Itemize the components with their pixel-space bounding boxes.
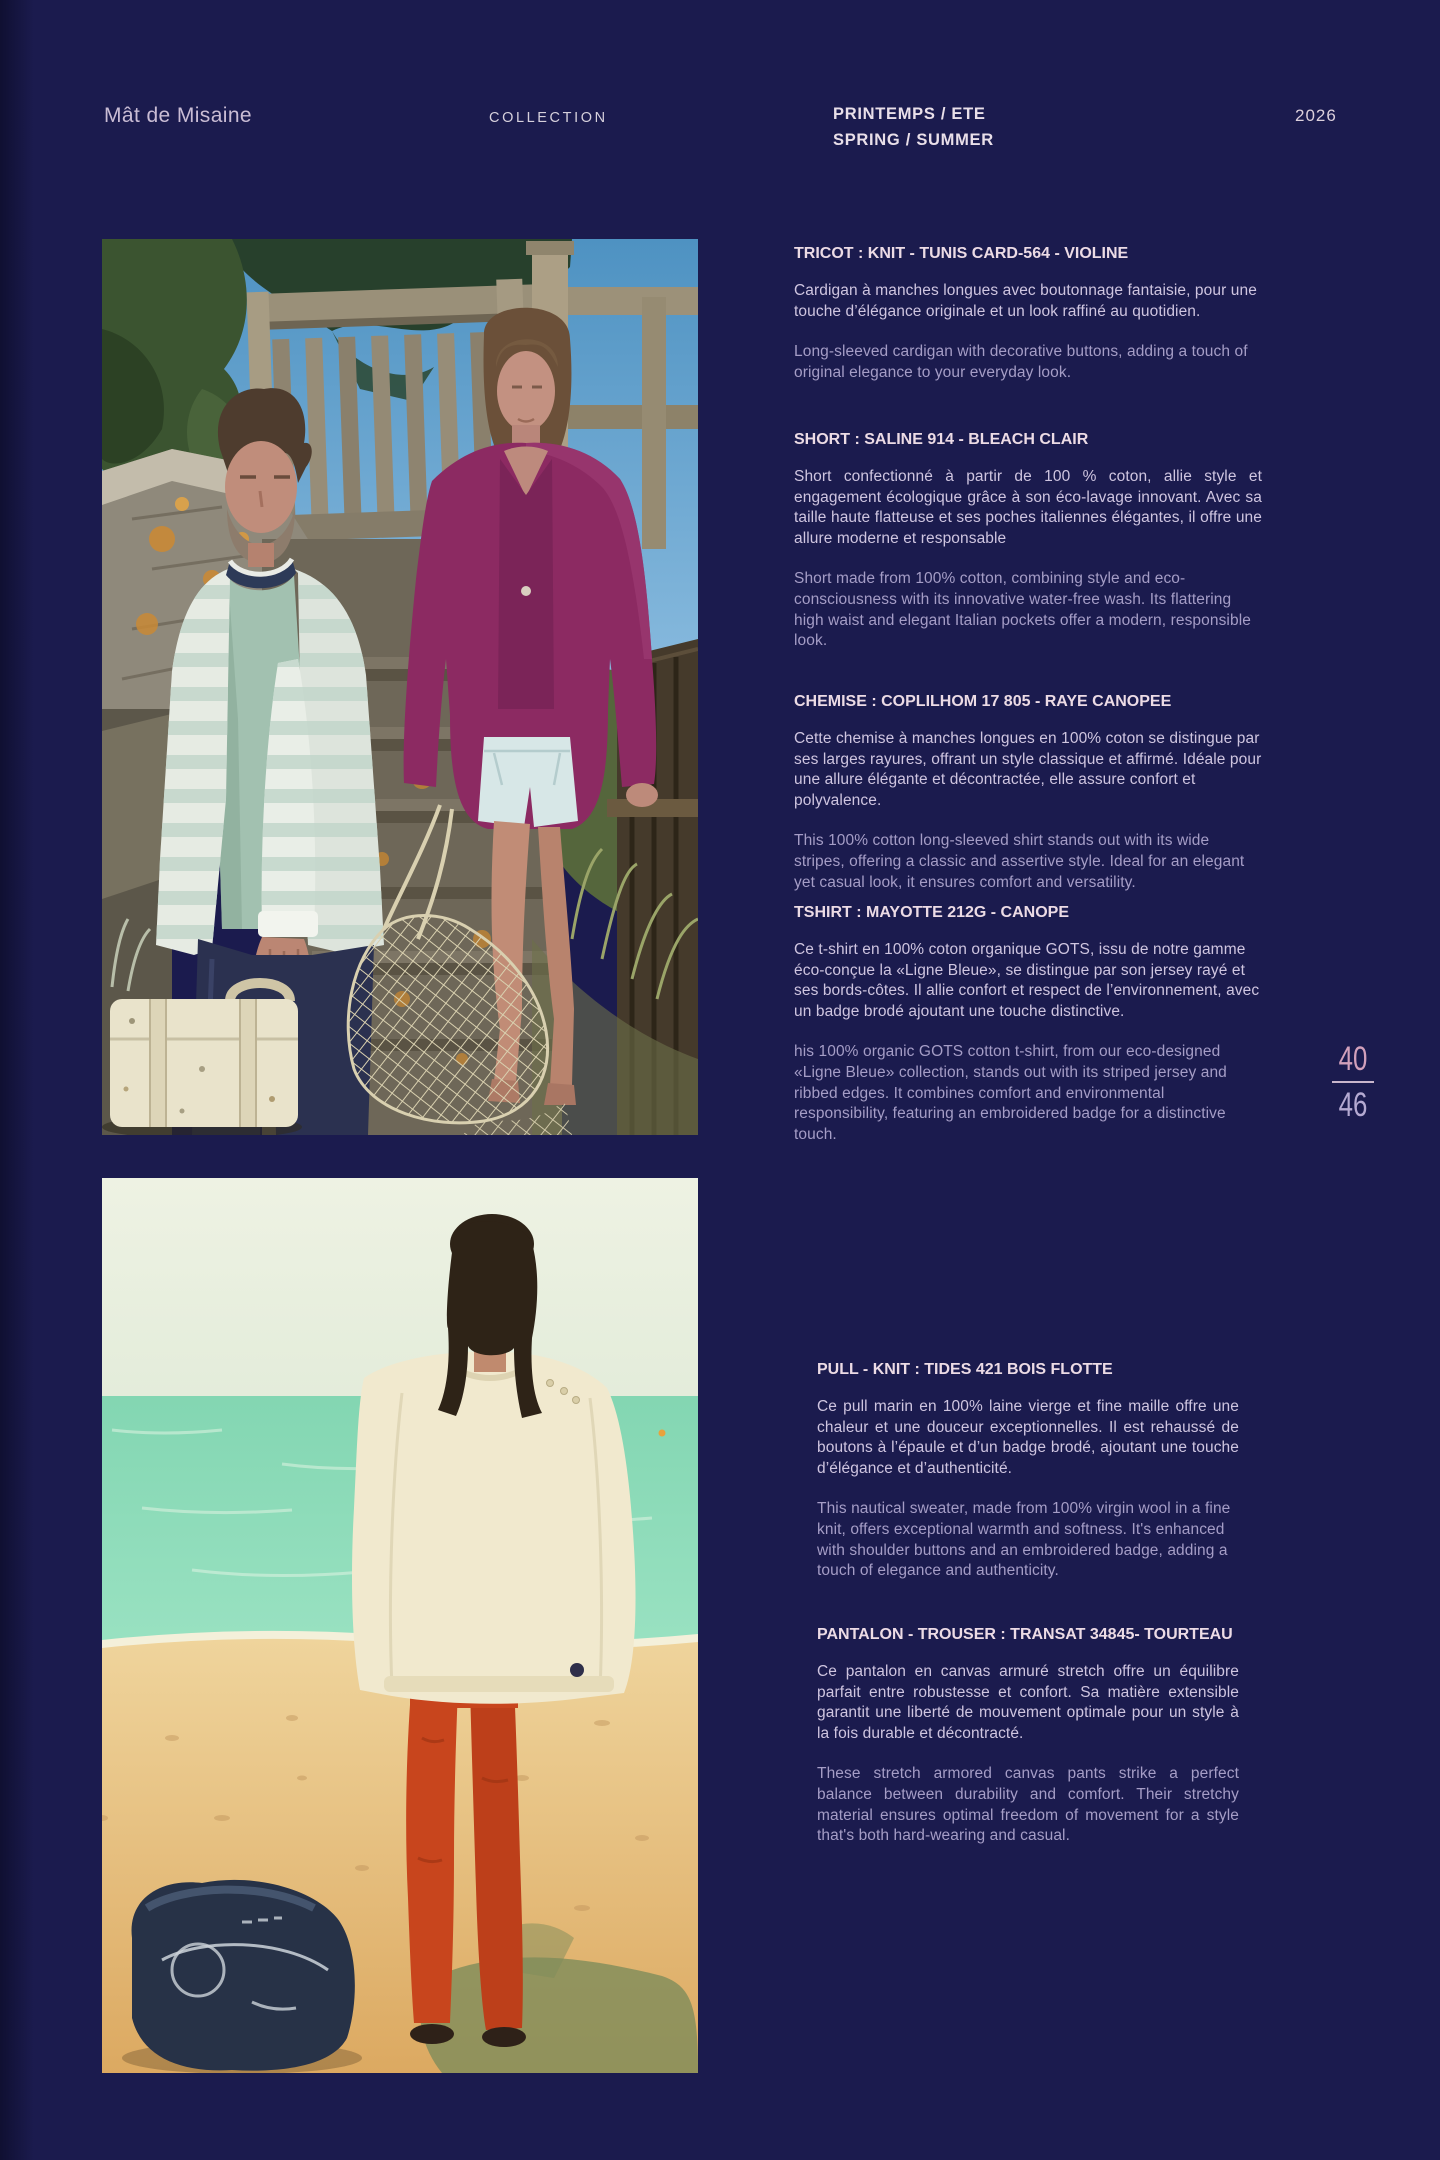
product-block-tricot [794,244,1262,403]
suitcase [102,983,302,1135]
season-fr: PRINTEMPS / ETE [833,105,986,123]
product-desc-fr: Short confectionné à partir de 100 % coton, allie style et engagement écologique grâce à son éco-lavage innovant. Avec sa taille haute flatteuse et ses poches italiennes élégantes, il offre une allure moderne et responsable [794,468,1262,547]
product-block-pantalon [817,1625,1239,1867]
brand-name: Mât de Misaine [104,104,252,127]
product-block-pull [817,1360,1239,1602]
product-title: PANTALON - TROUSER : TRANSAT 34845- TOURTEAU [817,1626,1233,1643]
page-number-current: 40 [1338,1040,1368,1078]
product-desc-fr: Ce pull marin en 100% laine vierge et fine maille offre une chaleur et une douceur exceptionnelles. Il est rehaussé de boutons à l’épaule et d’un badge brodé, ajoutant une touche d’élégance et d’authenticité. [817,1398,1239,1477]
page-edge-shade [0,0,34,2160]
year-label: 2026 [1295,106,1337,125]
product-block-chemise [794,692,1262,913]
product-desc-en: Short made from 100% cotton, combining style and eco-consciousness with its innovative water-free wash. Its flattering high waist and elegant Italian pockets offer a modern, responsible look. [794,570,1251,650]
shadow [421,1957,698,2073]
season-en: SPRING / SUMMER [833,131,994,149]
page-number-total: 46 [1338,1086,1368,1124]
product-desc-en: This nautical sweater, made from 100% virgin wool in a fine knit, offers exceptional warmth and softness. It's enhanced with shoulder buttons and an embroidered badge, adding a touch of elegance and authenticity. [817,1500,1231,1580]
product-desc-en: This 100% cotton long-sleeved shirt stands out with its wide stripes, offering a classic and assertive style. Ideal for an elegant yet casual look, it ensures comfort and versatility. [794,832,1245,891]
product-title: SHORT : SALINE 914 - BLEACH CLAIR [794,431,1089,448]
product-block-tshirt [794,903,1262,1165]
product-desc-fr: Ce pantalon en canvas armuré stretch offre un équilibre parfait entre robustesse et confort. Sa matière extensible garantit une liberté de mouvement optimale pour un style à la fois durable et décontracté. [817,1663,1239,1742]
photo-couple-stone-steps [102,239,698,1135]
product-title: PULL - KNIT : TIDES 421 BOIS FLOTTE [817,1361,1113,1378]
season-label [833,101,994,153]
page-number [1329,1042,1377,1122]
product-title: TRICOT : KNIT - TUNIS CARD-564 - VIOLINE [794,245,1129,262]
product-desc-fr: Ce t-shirt en 100% coton organique GOTS, issu de notre gamme éco-conçue la «Ligne Bleue», se distingue par son jersey rayé et ses bords-côtes. Il allie confort et respect de l’environnement, avec un badge brodé ajoutant une touche distinctive. [794,941,1260,1020]
product-desc-en: Long-sleeved cardigan with decorative buttons, adding a touch of original elegance to your everyday look. [794,343,1248,381]
product-title: CHEMISE : COPLILHOM 17 805 - RAYE CANOPEE [794,693,1172,710]
product-block-short [794,430,1262,672]
duffel-bag [122,1880,362,2073]
product-desc-fr: Cardigan à manches longues avec boutonnage fantaisie, pour une touche d’élégance originale et un look raffiné au quotidien. [794,282,1257,320]
product-desc-fr: Cette chemise à manches longues en 100% coton se distingue par ses larges rayures, offrant un style classique et affirmé. Idéale pour une allure élégante et décontractée, elle assure confort et polyvalence. [794,730,1262,809]
product-desc-en: These stretch armored canvas pants strike a perfect balance between durability and comfort. Their stretchy material ensures optimal freedom of movement for a style that's both hard-wearing and casual. [817,1765,1239,1845]
page-number-divider [1332,1081,1374,1083]
product-title: TSHIRT : MAYOTTE 212G - CANOPE [794,904,1069,921]
photo-man-beach [102,1178,698,2073]
product-desc-en: his 100% organic GOTS cotton t-shirt, from our eco-designed «Ligne Bleue» collection, stands out with its striped jersey and ribbed edges. It combines comfort and environmental responsibility, featuring an embroidered badge for a distinctive touch. [794,1043,1227,1143]
collection-label: COLLECTION [489,110,608,126]
